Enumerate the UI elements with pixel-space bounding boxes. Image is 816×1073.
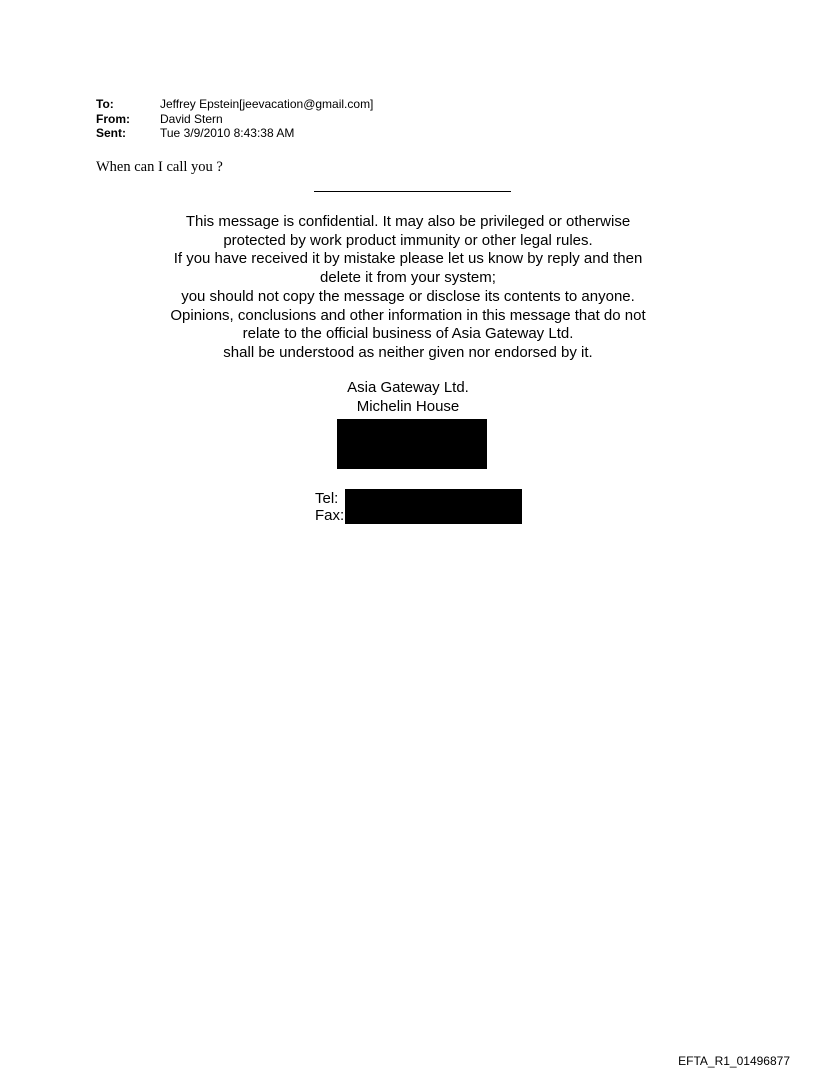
company-building: Michelin House <box>356 397 460 415</box>
company-name: Asia Gateway Ltd. <box>347 379 469 396</box>
disclaimer-line: If you have received it by mistake please let us know by reply and then <box>173 250 643 268</box>
disclaimer-line: you should not copy the message or disclose its contents to anyone. <box>181 287 635 305</box>
confidentiality-disclaimer <box>100 213 716 363</box>
to-label: To: <box>96 97 114 111</box>
to-row <box>96 97 373 112</box>
tel-label: Tel: <box>315 490 339 507</box>
address-redaction <box>337 419 487 469</box>
company-signature <box>258 379 558 416</box>
separator-line <box>314 191 511 192</box>
fax-label: Fax: <box>315 507 345 524</box>
sent-row <box>96 126 373 141</box>
sent-value: Tue 3/9/2010 8:43:38 AM <box>160 126 295 140</box>
to-value: Jeffrey Epstein[jeevacation@gmail.com] <box>160 97 374 111</box>
sent-label: Sent: <box>96 126 126 140</box>
email-header <box>96 97 373 141</box>
disclaimer-line: protected by work product immunity or other legal rules. <box>223 231 593 249</box>
disclaimer-line: shall be understood as neither given nor endorsed by it. <box>223 343 593 361</box>
from-row <box>96 112 373 127</box>
from-value: David Stern <box>160 111 223 126</box>
message-body: When can I call you ? <box>96 159 223 175</box>
disclaimer-line: delete it from your system; <box>320 269 496 287</box>
document-id: EFTA_R1_01496877 <box>678 1054 790 1068</box>
from-label: From: <box>96 111 130 126</box>
contact-block <box>315 490 344 524</box>
contact-redaction <box>345 489 522 524</box>
disclaimer-line: Opinions, conclusions and other information in this message that do not <box>170 306 646 324</box>
disclaimer-line: relate to the official business of Asia Gateway Ltd. <box>242 325 574 343</box>
disclaimer-line: This message is confidential. It may also be privileged or otherwise <box>185 213 631 230</box>
